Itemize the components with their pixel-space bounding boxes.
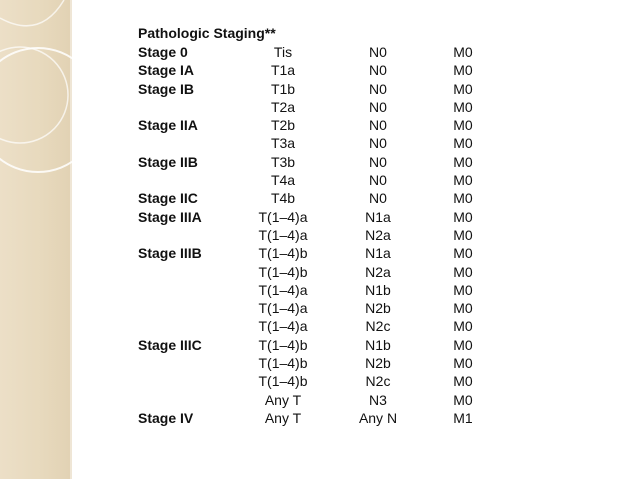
table-rows [138, 43, 498, 427]
table-row [138, 171, 498, 189]
m-cell: M0 [453, 336, 473, 353]
t-cell: Tis [273, 44, 293, 60]
t-cell: T(1–4)b [258, 373, 308, 390]
m-cell: M0 [453, 373, 473, 390]
m-cell: M0 [453, 172, 473, 189]
table-row [138, 336, 498, 354]
t-cell: T1b [270, 80, 296, 97]
n-cell: N2c [365, 373, 391, 390]
m-cell: M0 [453, 263, 473, 280]
table-row [138, 244, 498, 262]
m-cell: M0 [453, 318, 473, 335]
n-cell: N0 [369, 80, 387, 97]
stage-cell: Stage IB [138, 80, 195, 97]
table-row [138, 299, 498, 317]
n-cell: N2a [365, 226, 391, 243]
t-cell: T(1–4)a [258, 318, 308, 335]
table-row [138, 153, 498, 171]
m-cell: M0 [453, 153, 473, 170]
table-row [138, 391, 498, 409]
stage-cell: Stage IA [138, 62, 195, 79]
table-row [138, 116, 498, 134]
n-cell: N2a [365, 263, 391, 280]
n-cell: N0 [369, 153, 387, 170]
stage-cell: Stage IIIA [138, 208, 202, 225]
table-row [138, 372, 498, 390]
n-cell: N0 [369, 190, 387, 207]
n-cell: N1a [365, 208, 391, 225]
n-cell: N0 [369, 135, 387, 152]
table-row [138, 134, 498, 152]
t-cell: T(1–4)a [258, 300, 308, 317]
table-row [138, 61, 498, 79]
t-cell: T3a [270, 135, 296, 152]
deco-circle-small [0, 47, 68, 143]
t-cell: T1a [270, 62, 296, 79]
m-cell: M0 [453, 245, 473, 262]
m-cell: M0 [453, 355, 473, 372]
stage-cell: Stage IV [138, 409, 194, 426]
table-row [138, 354, 498, 372]
stage-cell: Stage 0 [138, 44, 188, 60]
m-cell: M0 [453, 44, 473, 60]
n-cell: N3 [369, 391, 387, 408]
t-cell: T2b [270, 117, 296, 134]
n-cell: N1a [365, 245, 391, 262]
stage-cell: Stage IIC [138, 190, 198, 207]
stage-cell: Stage IIB [138, 153, 198, 170]
n-cell: N1b [365, 336, 391, 353]
table-row [138, 80, 498, 98]
t-cell: T4a [270, 172, 296, 189]
m-cell: M0 [453, 80, 473, 97]
t-cell: T(1–4)a [258, 281, 308, 298]
m-cell: M0 [453, 281, 473, 298]
n-cell: N0 [369, 62, 387, 79]
table-row [138, 189, 498, 207]
t-cell: T(1–4)b [258, 263, 308, 280]
n-cell: N0 [369, 172, 387, 189]
staging-table [138, 24, 498, 427]
t-cell: T(1–4)b [258, 355, 308, 372]
table-title: Pathologic Staging** [138, 25, 276, 41]
n-cell: N0 [369, 98, 387, 115]
table-row [138, 43, 498, 61]
n-cell: N0 [369, 44, 387, 60]
table-row [138, 263, 498, 281]
t-cell: Any T [264, 391, 302, 408]
m-cell: M0 [453, 135, 473, 152]
t-cell: T4b [270, 190, 296, 207]
n-cell: N2b [365, 355, 391, 372]
t-cell: T3b [270, 153, 296, 170]
m-cell: M0 [453, 391, 473, 408]
n-cell: Any N [358, 409, 398, 426]
table-row [138, 281, 498, 299]
m-cell: M0 [453, 190, 473, 207]
t-cell: Any T [264, 409, 302, 426]
m-cell: M0 [453, 300, 473, 317]
m-cell: M0 [453, 98, 473, 115]
table-row [138, 208, 498, 226]
stage-cell: Stage IIA [138, 117, 198, 134]
table-row [138, 226, 498, 244]
m-cell: M0 [453, 62, 473, 79]
table-row [138, 98, 498, 116]
n-cell: N2b [365, 300, 391, 317]
t-cell: T2a [270, 98, 296, 115]
m-cell: M1 [453, 409, 473, 426]
n-cell: N0 [369, 117, 387, 134]
table-row [138, 409, 498, 427]
deco-circle-large [0, 48, 100, 172]
m-cell: M0 [453, 208, 473, 225]
n-cell: N2c [365, 318, 391, 335]
t-cell: T(1–4)a [258, 226, 308, 243]
stage-cell: Stage IIIC [138, 336, 202, 353]
stage-cell: Stage IIIB [138, 245, 202, 262]
m-cell: M0 [453, 117, 473, 134]
table-row [138, 317, 498, 335]
t-cell: T(1–4)b [258, 336, 308, 353]
m-cell: M0 [453, 226, 473, 243]
n-cell: N1b [365, 281, 391, 298]
t-cell: T(1–4)b [258, 245, 308, 262]
deco-arc [0, 0, 64, 26]
decorative-circles [0, 0, 140, 200]
t-cell: T(1–4)a [258, 208, 308, 225]
